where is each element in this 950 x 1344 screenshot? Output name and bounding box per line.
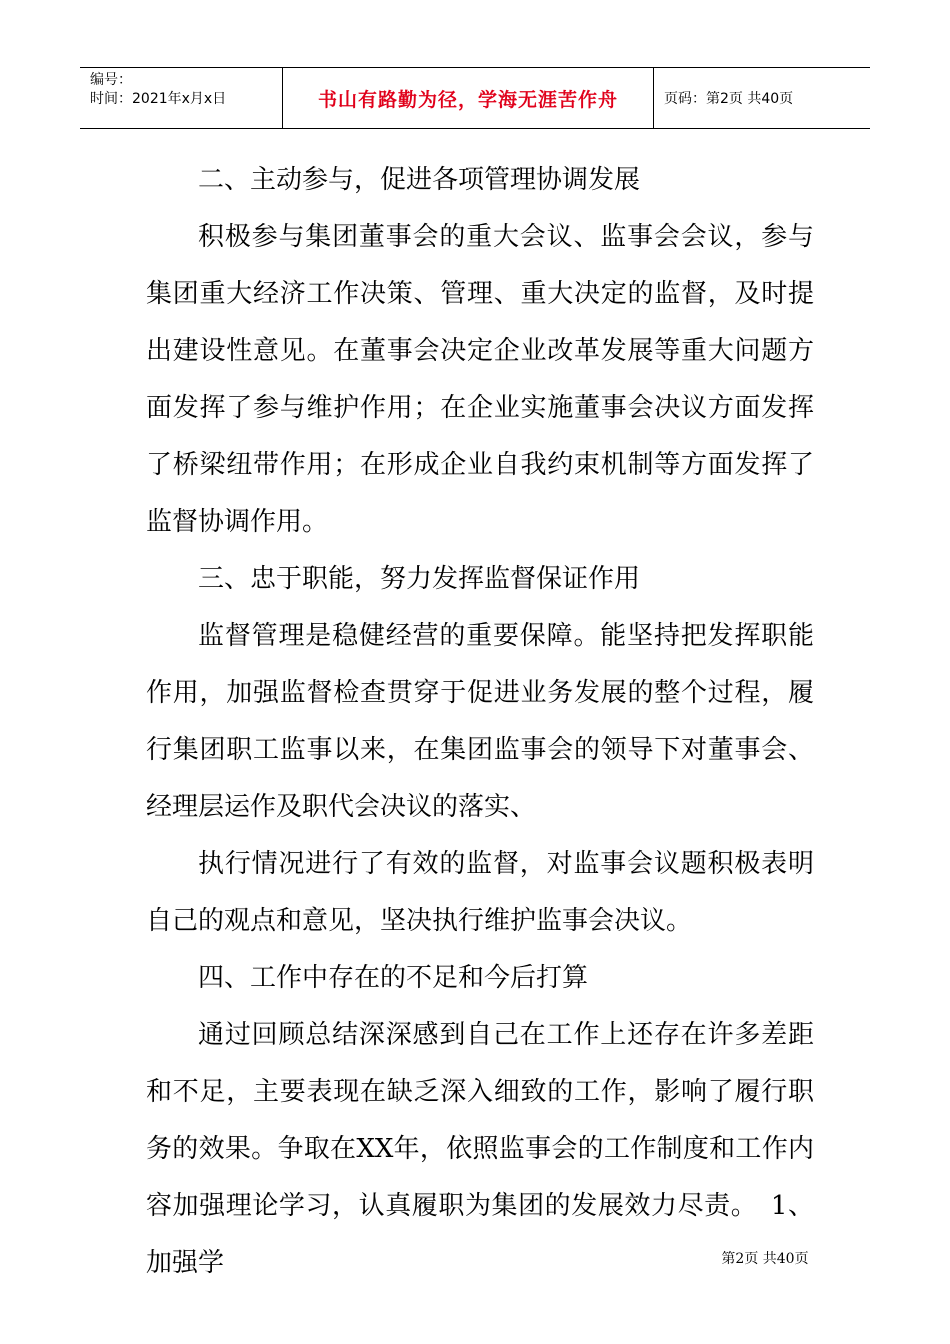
section-heading-2: 二、主动参与，促进各项管理协调发展 [198,165,641,195]
section-heading-3: 三、忠于职能，努力发挥监督保证作用 [198,564,641,594]
section-heading-4: 四、工作中存在的不足和今后打算 [198,963,589,993]
header-meta [80,68,282,128]
header-motto: 书山有路勤为径，学海无涯苦作舟 [282,68,654,128]
body-paragraph: 积极参与集团董事会的重大会议、监事会会议，参与集团重大经济工作决策、管理、重大决定的监督，及时提出建设性意见。在董事会决定企业改革发展等重大问题方面发挥了参与维护作用；在企业实施董事会决议方面发挥了桥梁纽带作用；在形成企业自我约束机制等方面发挥了监督协调作用。 [146,222,814,537]
body-paragraph: 监督管理是稳健经营的重要保障。能坚持把发挥职能作用，加强监督检查贯穿于促进业务发展的整个过程，履行集团职工监事以来，在集团监事会的领导下对董事会、经理层运作及职代会决议的落实、 [146,621,814,822]
document-number-label: 编号： [90,72,132,88]
page-footer-number: 第2页 共40页 [721,1251,809,1267]
document-body [146,152,814,1292]
body-paragraph: 通过回顾总结深深感到自己在工作上还存在许多差距和不足，主要表现在缺乏深入细致的工作，影响了履行职务的效果。争取在XX年，依照监事会的工作制度和工作内容加强理论学习，认真履职为集团的发展效力尽责。 1、加强学 [146,1020,814,1278]
page-header [80,67,870,129]
body-paragraph: 执行情况进行了有效的监督，对监事会议题积极表明自己的观点和意见，坚决执行维护监事会决议。 [146,849,814,936]
document-time-label: 时间：2021年x月x日 [90,91,227,107]
header-page-info: 页码：第2页 共40页 [664,91,794,107]
